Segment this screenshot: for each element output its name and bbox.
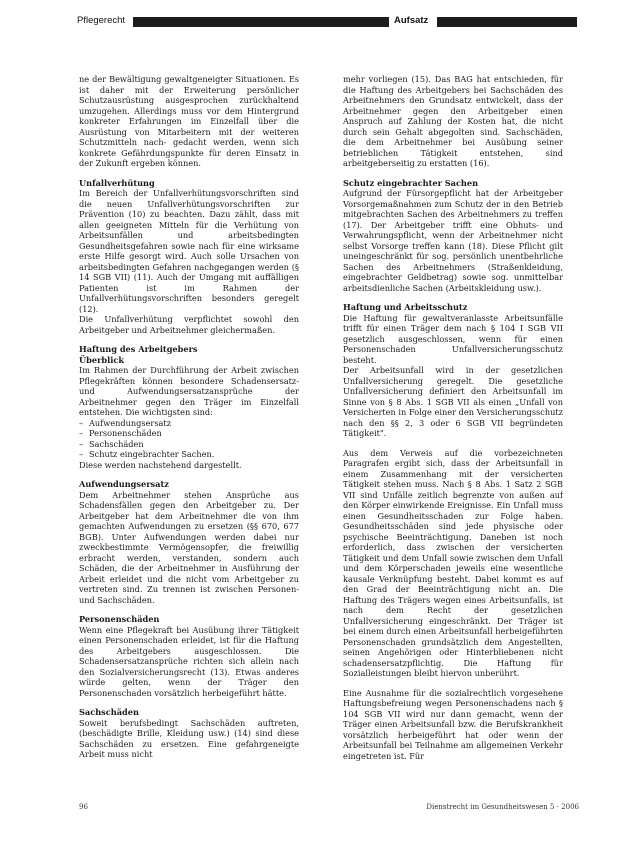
list-item: – Schutz eingebrachter Sachen. xyxy=(79,449,299,460)
left-intro-block xyxy=(79,74,299,169)
left-intro-paragraph: ne der Bewältigung gewaltgeneigter Situationen. Es ist daher mit der Erweiterung persönlicher Schutzausrüstung ausgesprochen zurückhaltend umzugehen. Allerdings muss vor dem Hintergrund konkreter Erfahrungen im Einzelfall über die Ausrüstung von Mitarbeitern mit der weiteren Schutzmitteln nach- gedacht werden, wenn sich konkrete Gefährdungspunkte für deren Einsatz in der Zukunft ergeben können. xyxy=(79,74,299,168)
section-aufwendungsersatz xyxy=(79,479,299,605)
list-item: – Personenschäden xyxy=(79,428,299,439)
journal-citation: Dienstrecht im Gesundheitswesen 5 · 2006 xyxy=(426,803,579,811)
list-item: – Aufwendungsersatz xyxy=(79,418,299,429)
section-paragraph: Dem Arbeitnehmer stehen Ansprüche aus Schadensfällen gegen den Arbeitgeber zu. Der Arbeitgeber hat dem Arbeitnehmer die von ihm gemachten Aufwendungen zu ersetzen (§§ 670, 677 BGB). Unter Aufwendungen werden dabei nur zweckbestimmte Vermögensopfer, die freiwillig erbracht werden, verstanden, sondern auch Schäden, die der Arbeitnehmer in Ausführung der Arbeit erleidet und die nicht vom Arbeitgeber zu vertreten sind. Zu trennen ist zwischen Personen- und Sachschäden. xyxy=(79,489,299,605)
section-heading: Schutz eingebrachter Sachen xyxy=(343,177,479,188)
section-sachschaeden xyxy=(79,707,299,760)
section-haftung-arbeitgeber xyxy=(79,344,299,470)
page-number: 96 xyxy=(79,803,88,811)
section-paragraph: Eine Ausnahme für die sozialrechtlich vorgesehene Haftungsbefreiung wegen Personenschadens nach § 104 SGB VII wird nur dann gemacht, wenn der Träger einen Arbeitsunfall bzw. die Berufskrankheit vorsätzlich herbeigeführt hat oder wenn der Arbeitsunfall bei Teilnahme am allgemeinen Verkehr eingetreten ist. Für xyxy=(343,687,563,761)
section-heading: Haftung des Arbeitgebers xyxy=(79,344,198,354)
page-header xyxy=(77,14,577,29)
header-section-label: Pflegerecht xyxy=(77,15,126,26)
section-heading: Unfallverhütung xyxy=(79,177,155,188)
section-paragraph: Die Haftung für gewaltveranlasste Arbeitsunfälle trifft für einen Träger dem nach § 104 I SGB VII gesetzlich ausgeschlossen, wenn für einen Personenschaden Unfallversicherungsschutz besteht. xyxy=(343,312,563,365)
section-paragraph: Im Rahmen der Durchführung der Arbeit zwischen Pflegekräften können besondere Schadensersatz- und Aufwendungsersatzansprüche der Arbeitnehmer gegen den Träger im Einzelfall entstehen. Die wichtigsten sind: xyxy=(79,365,299,417)
section-haftung-arbeitsschutz xyxy=(343,302,563,439)
section-schutz-sachen xyxy=(343,178,563,294)
page-footer xyxy=(79,802,579,812)
section-heading: Personenschäden xyxy=(79,614,160,624)
right-intro-paragraph: mehr vorliegen (15). Das BAG hat entschieden, für die Haftung des Arbeitgebers bei Sachschäden des Arbeitnehmers den Grundsatz entwickelt, dass der Arbeitnehmer gegen den Arbeitgeber einen Anspruch auf Zahlung der Kosten hat, die nicht durch sein Gehalt abgegolten sind. Sachschäden, die dem Arbeitnehmer bei Ausübung seiner betrieblichen Tätigkeit entstehen, sind arbeitgeberseitig zu erstatten (16). xyxy=(343,74,563,168)
section-heading: Aufwendungsersatz xyxy=(79,479,169,489)
right-intro-block xyxy=(343,74,563,169)
section-paragraph: Im Bereich der Unfallverhütungsvorschriften sind die neuen Unfallverhütungsvorschriften zur Prävention (10) zu beachten. Dazu zählt, dass mit allen geeigneten Mitteln für die Verhütung von Arbeitsunfällen und arbeitsbedingten Gesundheitsgefahren sowie nach für eine wirksame erste Hilfe gesorgt wird. Auch solle Ursachen von arbeitsbedingten Gefahren nachgegangen werden (§ 14 SGB VII) (11). Auch der Umgang mit auffälligen Patienten ist im Rahmen der Unfallverhütungsvorschriften besonders geregelt (12). xyxy=(79,188,299,314)
section-subheading: Überblick xyxy=(79,354,124,365)
section-paragraph: Der Arbeitsunfall wird in der gesetzlichen Unfallversicherung geregelt. Die gesetzliche Unfallversicherung definiert den Arbeitsunfall im Sinne von § 8 Abs. 1 SGB VII als einen „Unfall von Versicherten in Folge einer den Versicherungsschutz nach den §§ 2, 3 oder 6 SGB VII begründeten Tätigkeit". xyxy=(343,365,563,438)
damage-types-list xyxy=(79,418,299,460)
section-paragraph: Diese werden nachstehend dargestellt. xyxy=(79,459,242,470)
section-paragraph: Wenn eine Pflegekraft bei Ausübung ihrer Tätigkeit einen Personenschaden erleidet, ist für die Haftung des Arbeitgebers ausgeschlossen. Die Schadensersatzansprüche richten sich allein nach den Sozialversicherungsrecht (13). Etwas anderes würde gelten, wenn der Träger den Personenschaden vorsätzlich herbeigeführt hätte. xyxy=(79,624,299,698)
section-paragraph: Die Unfallverhütung verpflichtet sowohl den Arbeitgeber und Arbeitnehmer gleichermaßen. xyxy=(79,314,299,335)
header-black-bar xyxy=(133,17,389,27)
section-paragraph: Soweit berufsbedingt Sachschäden auftreten, (beschädigte Brille, Kleidung usw.) (14) sind diese Sachschäden zu ersetzen. Eine gefahrgeneigte Arbeit muss nicht xyxy=(79,717,299,759)
section-paragraph: Aufgrund der Fürsorgepflicht hat der Arbeitgeber Vorsorgemaßnahmen zum Schutz der in den Betrieb mitgebrachten Sachen des Arbeitnehmers zu treffen (17). Der Arbeitgeber trifft eine Obhuts- und Verwahrungspflicht, wenn der Arbeitnehmer nicht selbst Vorsorge treffen kann (18). Diese Pflicht gilt uneingeschränkt für sog. persönlich unentbehrliche Sachen des Arbeitnehmers (Straßenkleidung, eingebrachter Geldbetrag) sowie sog. unmittelbar arbeitsdienliche Sachen (Arbeitskleidung usw.). xyxy=(343,188,563,293)
section-ausnahme xyxy=(343,688,563,762)
list-item: – Sachschäden xyxy=(79,439,299,450)
left-column xyxy=(79,74,299,802)
section-paragraph: Aus dem Verweis auf die vorbezeichneten Paragrafen ergibt sich, dass der Arbeitsunfall in einem Zusammenhang mit der versicherten Tätigkeit stehen muss. Nach § 8 Abs. 1 Satz 2 SGB VII sind Unfälle zeitlich begrenzte von außen auf den Körper einwirkende Ereignisse. Ein Unfall muss einen Gesundheitsschaden zur Folge haben. Gesundheitsschäden sind jede physische oder psychische Beeinträchtigung. Daneben ist noch erforderlich, dass zwischen der versicherten Tätigkeit und dem Unfall sowie zwischen dem Unfall und dem Körperschaden jeweils eine wesentliche kausale Verknüpfung besteht. Dabei kommt es auf den Grad der Beeinträchtigung nicht an. Die Haftung des Trägers wegen eines Arbeitsunfalls, ist nach dem Recht der gesetzlichen Unfallversicherung eingeschränkt. Der Träger ist bei einem durch einen Arbeitsunfall herbeigeführten Personenschaden grundsätzlich dem Angestellten, seinen Angehörigen oder Hinterbliebenen nicht schadensersatzpflichtig. Die Haftung für Sozialleistungen bleibt hiervon unberührt. xyxy=(343,447,563,678)
header-type-label: Aufsatz xyxy=(394,15,429,26)
section-unfallverhuetung xyxy=(79,178,299,336)
section-heading: Haftung und Arbeitsschutz xyxy=(343,302,468,312)
section-heading: Sachschäden xyxy=(79,707,139,717)
section-personenschaeden xyxy=(79,614,299,698)
header-black-bar-right xyxy=(437,17,577,27)
section-unfall-definition xyxy=(343,448,563,679)
right-column xyxy=(343,74,563,802)
